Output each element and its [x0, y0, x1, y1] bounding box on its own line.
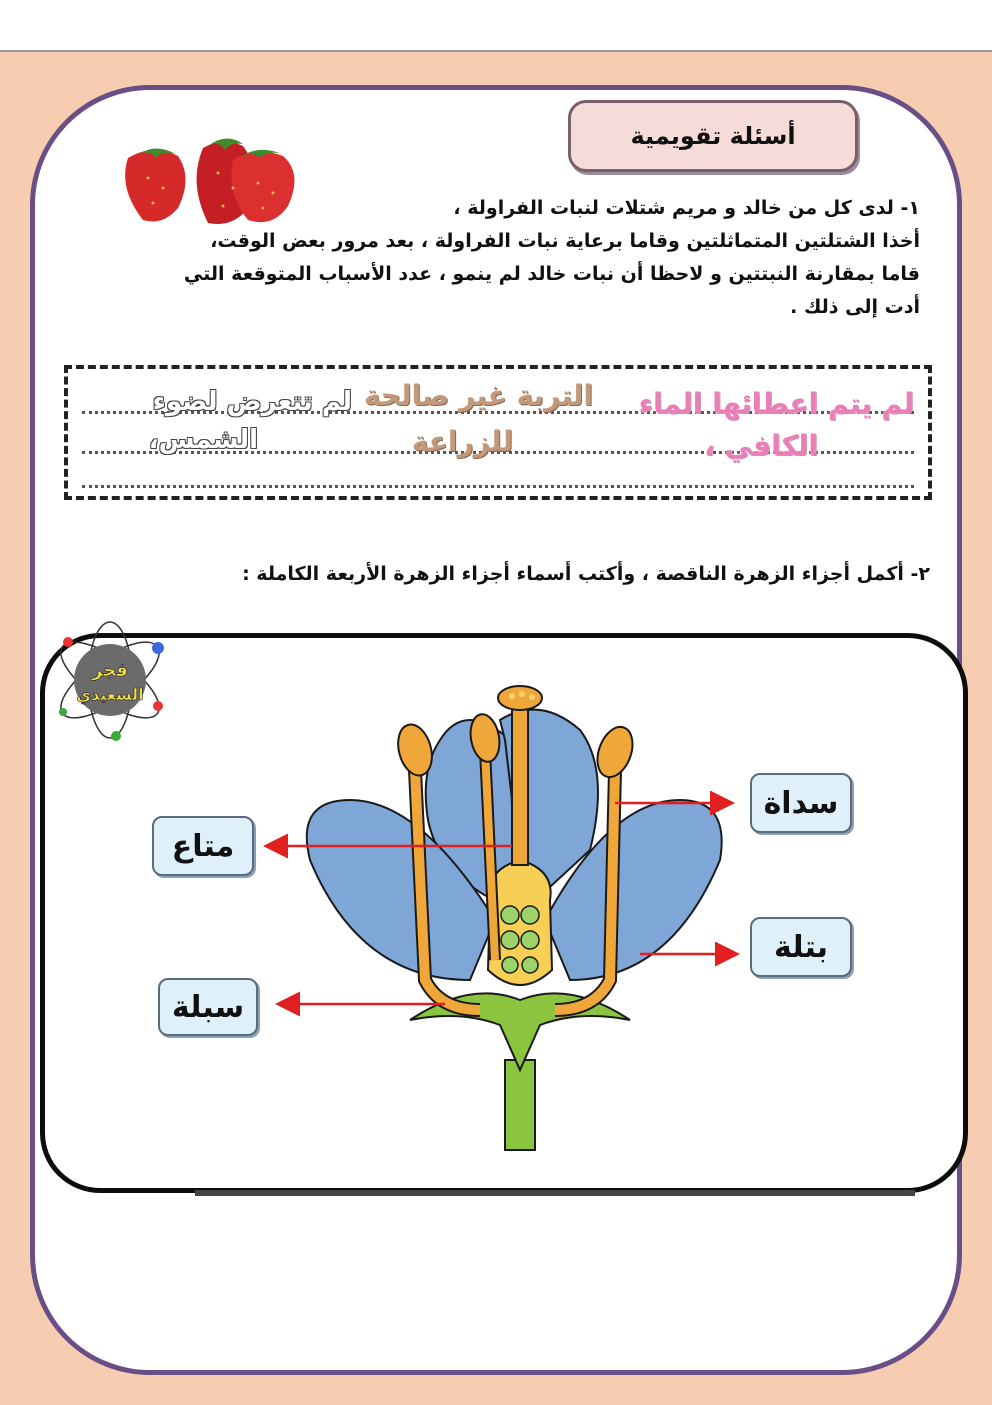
- logo-text-2: السعيدي: [76, 685, 144, 704]
- answer-water: لم يتم اعطائها الماء: [638, 387, 914, 420]
- answer-sunlight-cont: الشمس،: [148, 425, 258, 455]
- answer-soil-cont: للزراعة: [411, 425, 513, 458]
- author-logo: [48, 612, 173, 742]
- anther-right: [591, 722, 639, 782]
- question-1-line: ١- لدى كل من خالد و مريم شتلات لنبات الفراولة ،: [453, 197, 920, 219]
- logo-text-1: فجر: [92, 660, 128, 681]
- question-1-line: أدت إلى ذلك .: [790, 296, 920, 318]
- label-sepal: سبلة: [158, 978, 258, 1036]
- label-petal: بتلة: [750, 917, 852, 977]
- dotted-line: [82, 485, 914, 488]
- answer-soil: التربة غير صالحة: [363, 379, 593, 412]
- question-1-line: قاما بمقارنة النبتتين و لاحظا أن نبات خالد لم ينمو ، عدد الأسباب المتوقعة التي: [183, 263, 920, 285]
- question-1-line: أخذا الشتلتين المتماثلتين وقاما برعاية نبات الفراولة ، بعد مرور بعض الوقت،: [210, 230, 920, 252]
- stigma: [498, 686, 542, 710]
- answer-water-cont: الكافي ،: [704, 429, 818, 462]
- question-2: ٢- أكمل أجزاء الزهرة الناقصة ، وأكتب أسماء أجزاء الزهرة الأربعة الكاملة :: [242, 563, 930, 585]
- answer-sunlight: لم تتعرض لضوء: [152, 387, 352, 417]
- answer-box: [64, 365, 932, 500]
- stem: [505, 1060, 535, 1150]
- label-stamen: متاع: [152, 816, 254, 876]
- question-1: [70, 192, 920, 324]
- label-stigma: سداة: [750, 773, 852, 833]
- flower-illustration: [290, 680, 750, 1160]
- diagram-shadow: [195, 1190, 915, 1196]
- style: [512, 700, 528, 865]
- worksheet-title: أسئلة تقويمية: [568, 100, 858, 172]
